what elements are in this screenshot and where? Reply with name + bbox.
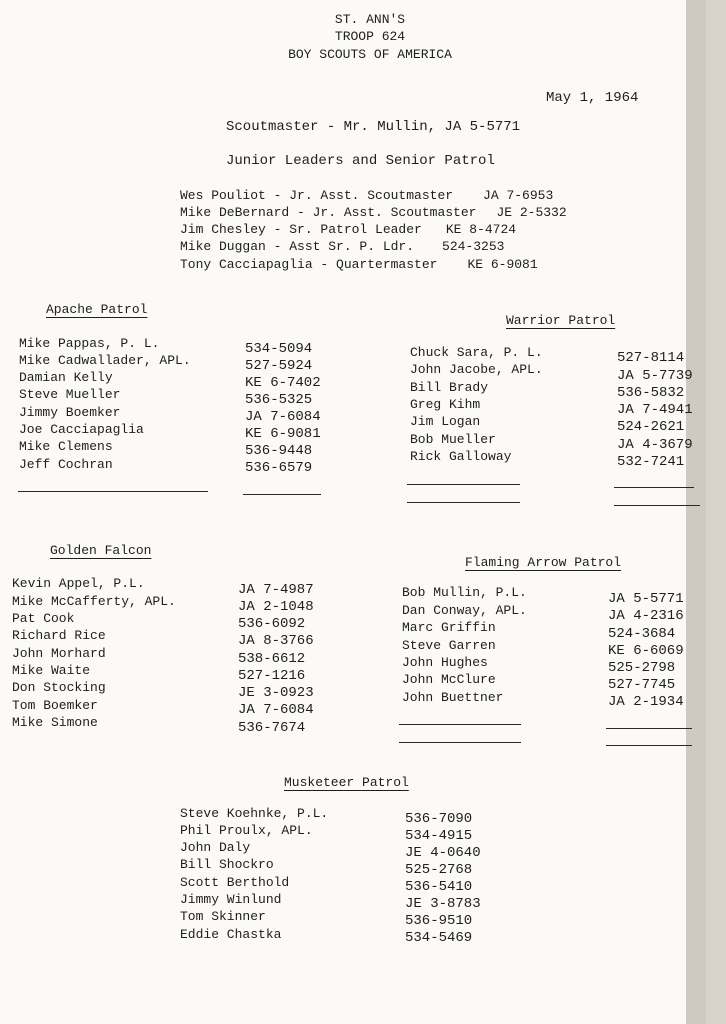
- flaming-member-phone: 525-2798: [608, 660, 676, 676]
- apache-member-name: Joe Cacciapaglia: [19, 422, 144, 437]
- apache-member-phone: 536-5325: [245, 392, 313, 408]
- flaming-member-name: John Buettner: [402, 690, 504, 705]
- golden-member-phone: JE 3-0923: [238, 685, 314, 701]
- golden-member-phone: 536-7674: [238, 720, 306, 736]
- warrior-member-phone: 532-7241: [617, 454, 685, 470]
- golden-member-name: Pat Cook: [12, 611, 75, 626]
- warrior-member-phone: 536-5832: [617, 385, 685, 401]
- flaming-member-phone: KE 6-6069: [608, 643, 684, 659]
- golden-member-phone: JA 2-1048: [238, 599, 314, 615]
- apache-member-phone: JA 7-6084: [245, 409, 321, 425]
- warrior-member-phone: JA 5-7739: [617, 368, 693, 384]
- golden-member-phone: JA 7-6084: [238, 702, 314, 718]
- warrior-member-name: Bob Mueller: [410, 432, 496, 447]
- leader-phone: JA 7-6953: [483, 188, 554, 203]
- golden-member-name: Don Stocking: [12, 680, 106, 695]
- flaming-member-phone: 524-3684: [608, 626, 676, 642]
- header-organization: BOY SCOUTS OF AMERICA: [288, 47, 452, 62]
- musketeer-member-phone: 536-5410: [405, 879, 473, 895]
- flaming-member-phone: JA 4-2316: [608, 608, 684, 624]
- leader-phone: 524-3253: [442, 239, 505, 254]
- warrior-member-name: Bill Brady: [410, 380, 489, 395]
- golden-falcon-title: Golden Falcon: [50, 543, 152, 558]
- warrior-member-name: Chuck Sara, P. L.: [410, 345, 543, 360]
- musketeer-member-name: Steve Koehnke, P.L.: [180, 806, 329, 821]
- apache-member-phone: 527-5924: [245, 358, 313, 374]
- apache-member-name: Mike Clemens: [19, 439, 113, 454]
- musketeer-member-phone: 536-9510: [405, 913, 473, 929]
- leader-text: Tony Cacciapaglia - Quartermaster: [180, 257, 438, 272]
- flaming-member-name: Steve Garren: [402, 638, 496, 653]
- leader-row: [180, 257, 538, 272]
- document-date: May 1, 1964: [546, 90, 639, 106]
- leader-phone: KE 8-4724: [445, 222, 517, 237]
- page-edge-shadow: [686, 0, 706, 1024]
- warrior-member-phone: 527-8114: [617, 350, 685, 366]
- flaming-member-name: Bob Mullin, P.L.: [402, 585, 527, 600]
- golden-member-name: Mike McCafferty, APL.: [12, 594, 176, 609]
- flaming-member-name: Marc Griffin: [402, 620, 496, 635]
- leader-text: Wes Pouliot - Jr. Asst. Scoutmaster: [180, 188, 454, 203]
- golden-member-name: Richard Rice: [12, 628, 106, 643]
- golden-member-name: Mike Waite: [12, 663, 91, 678]
- apache-member-name: Jimmy Boemker: [19, 405, 121, 420]
- musketeer-member-phone: 534-4915: [405, 828, 473, 844]
- leader-row: [180, 205, 567, 220]
- blank-phone-line: [606, 728, 692, 729]
- header-troop: TROOP 624: [334, 29, 406, 44]
- golden-member-phone: 538-6612: [238, 651, 306, 667]
- golden-member-name: Kevin Appel, P.L.: [12, 576, 145, 591]
- warrior-member-phone: JA 7-4941: [617, 402, 693, 418]
- musketeer-member-name: John Daly: [180, 840, 251, 855]
- blank-name-line: [399, 724, 521, 725]
- flaming-member-phone: JA 5-5771: [608, 591, 684, 607]
- warrior-patrol-title: Warrior Patrol: [506, 313, 616, 328]
- leader-text: Mike Duggan - Asst Sr. P. Ldr.: [180, 239, 415, 254]
- musketeer-member-name: Scott Berthold: [180, 875, 290, 890]
- musketeer-member-name: Eddie Chastka: [180, 927, 282, 942]
- golden-member-name: Mike Simone: [12, 715, 98, 730]
- flaming-arrow-patrol-title: Flaming Arrow Patrol: [465, 555, 622, 570]
- warrior-member-name: John Jacobe, APL.: [410, 362, 543, 377]
- apache-member-phone: KE 6-7402: [245, 375, 321, 391]
- golden-member-name: John Morhard: [12, 646, 106, 661]
- leader-phone: JE 2-5332: [496, 205, 567, 220]
- blank-phone-line: [606, 745, 692, 746]
- blank-name-line: [407, 484, 520, 485]
- musketeer-member-phone: 525-2768: [405, 862, 473, 878]
- apache-member-phone: KE 6-9081: [245, 426, 321, 442]
- golden-member-phone: JA 8-3766: [238, 633, 314, 649]
- apache-member-name: Steve Mueller: [19, 387, 121, 402]
- flaming-member-name: Dan Conway, APL.: [402, 603, 527, 618]
- blank-name-line: [399, 742, 521, 743]
- musketeer-member-phone: JE 4-0640: [405, 845, 481, 861]
- leader-phone: KE 6-9081: [467, 257, 538, 272]
- musketeer-member-phone: JE 3-8783: [405, 896, 481, 912]
- flaming-member-phone: JA 2-1934: [608, 694, 684, 710]
- leader-row: [180, 239, 504, 254]
- warrior-member-name: Jim Logan: [410, 414, 481, 429]
- apache-member-name: Damian Kelly: [19, 370, 113, 385]
- musketeer-member-phone: 534-5469: [405, 930, 473, 946]
- golden-member-name: Tom Boemker: [12, 698, 98, 713]
- musketeer-member-name: Phil Proulx, APL.: [180, 823, 313, 838]
- warrior-member-phone: JA 4-3679: [617, 437, 693, 453]
- scoutmaster-line: Scoutmaster - Mr. Mullin, JA 5-5771: [226, 119, 521, 135]
- apache-member-name: Mike Cadwallader, APL.: [19, 353, 191, 368]
- leader-row: [180, 222, 516, 237]
- golden-member-phone: JA 7-4987: [238, 582, 314, 598]
- musketeer-patrol-title: Musketeer Patrol: [284, 775, 409, 790]
- musketeer-member-phone: 536-7090: [405, 811, 473, 827]
- flaming-member-name: John Hughes: [402, 655, 488, 670]
- musketeer-member-name: Jimmy Winlund: [180, 892, 282, 907]
- flaming-member-phone: 527-7745: [608, 677, 676, 693]
- blank-name-line: [18, 491, 208, 492]
- golden-member-phone: 527-1216: [238, 668, 306, 684]
- leader-text: Mike DeBernard - Jr. Asst. Scoutmaster: [180, 205, 477, 220]
- junior-leaders-title: Junior Leaders and Senior Patrol: [226, 153, 495, 169]
- warrior-member-phone: 524-2621: [617, 419, 685, 435]
- golden-member-phone: 536-6092: [238, 616, 306, 632]
- leader-row: [180, 188, 553, 203]
- musketeer-member-name: Bill Shockro: [180, 857, 274, 872]
- apache-patrol-title: Apache Patrol: [46, 302, 148, 317]
- blank-name-line: [407, 502, 520, 503]
- header-church: ST. ANN'S: [334, 12, 406, 27]
- blank-phone-line: [614, 505, 700, 506]
- leader-text: Jim Chesley - Sr. Patrol Leader: [180, 222, 422, 237]
- musketeer-member-name: Tom Skinner: [180, 909, 266, 924]
- blank-phone-line: [614, 487, 694, 488]
- apache-member-name: Jeff Cochran: [19, 457, 113, 472]
- flaming-member-name: John McClure: [402, 672, 496, 687]
- apache-member-phone: 534-5094: [245, 341, 313, 357]
- apache-member-phone: 536-6579: [245, 460, 313, 476]
- apache-member-phone: 536-9448: [245, 443, 313, 459]
- warrior-member-name: Greg Kihm: [410, 397, 481, 412]
- blank-phone-line: [243, 494, 321, 495]
- apache-member-name: Mike Pappas, P. L.: [19, 336, 160, 351]
- warrior-member-name: Rick Galloway: [410, 449, 512, 464]
